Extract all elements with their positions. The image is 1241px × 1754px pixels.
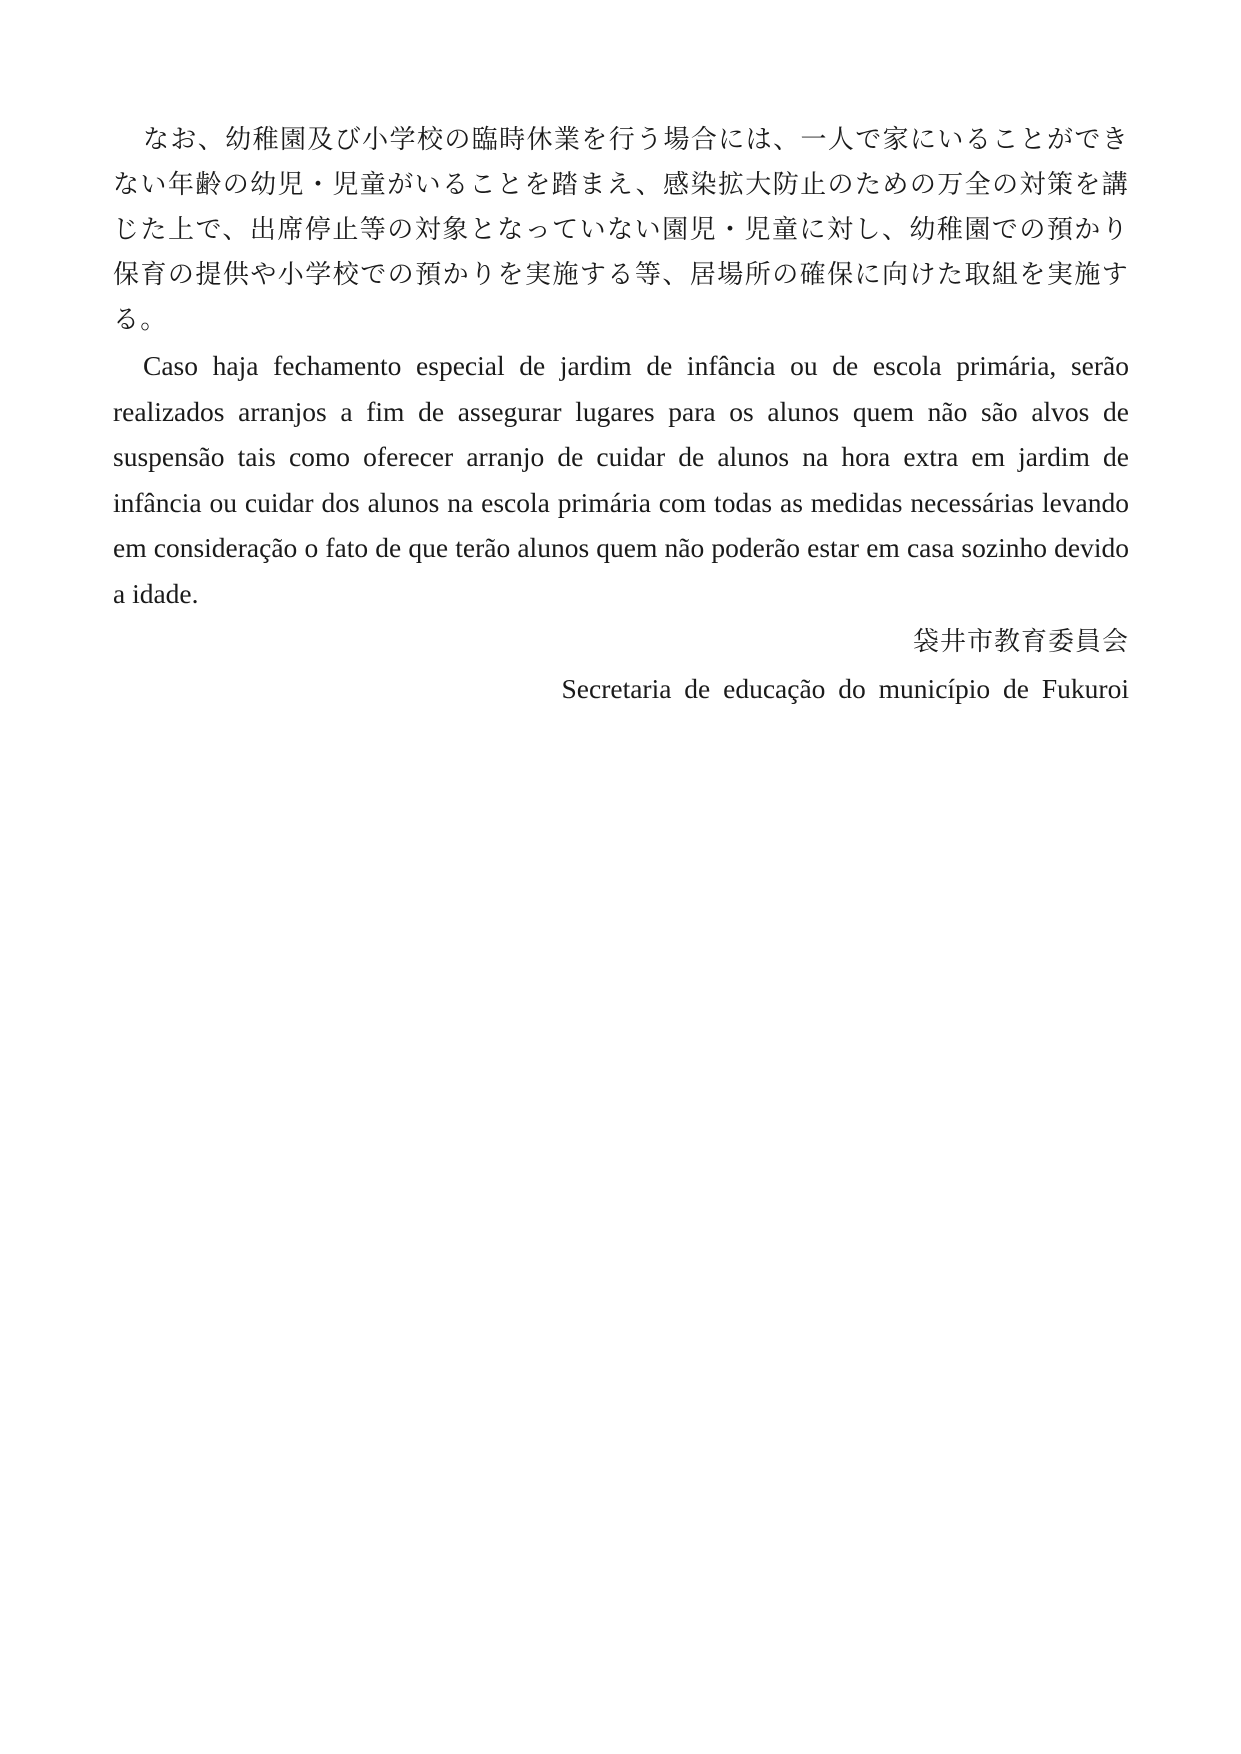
portuguese-paragraph: Caso haja fechamento especial de jardim de infância ou de escola primária, serão realizados arranjos a fim de assegurar lugares para os alunos quem não são alvos de suspensão tais como oferecer arranjo de cuidar de alunos na hora extra em jardim de infância ou cuidar dos alunos na escola primária com todas as medidas necessárias levando em consideração o fato de que terão alunos quem não poderão estar em casa sozinho devido a idade. bbox=[113, 350, 1129, 609]
document-body bbox=[113, 118, 1129, 711]
japanese-paragraph: なお、幼稚園及び小学校の臨時休業を行う場合には、一人で家にいることができない年齢の幼児・児童がいることを踏まえ、感染拡大防止のための万全の対策を講じた上で、出席停止等の対象となっていない園児・児童に対し、幼稚園での預かり保育の提供や小学校での預かりを実施する等、居場所の確保に向けた取組を実施する。 bbox=[113, 125, 1129, 335]
signature-portuguese: Secretaria de educação do município de Fukuroi bbox=[561, 672, 1129, 704]
signature-japanese: 袋井市教育委員会 bbox=[912, 626, 1129, 657]
